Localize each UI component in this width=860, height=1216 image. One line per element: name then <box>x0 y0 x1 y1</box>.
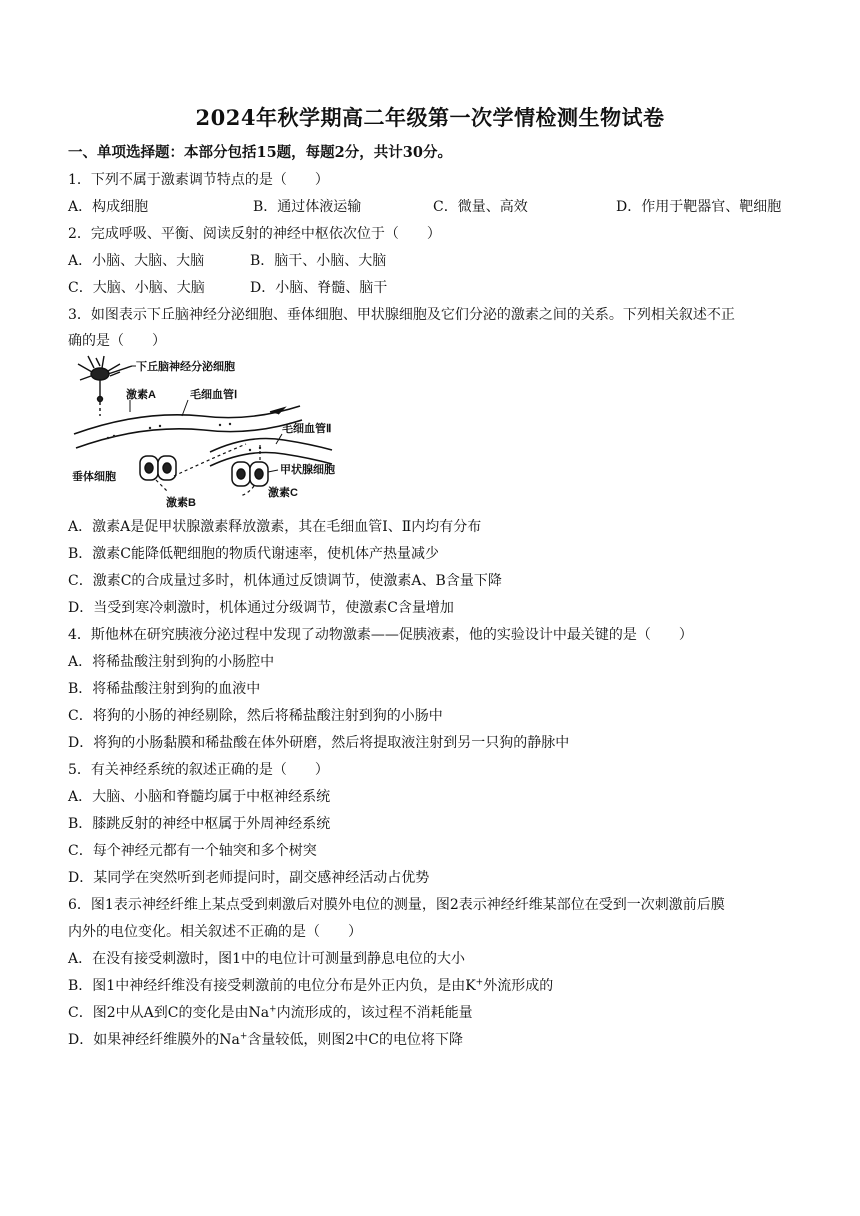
label-capillary-1: 毛细血管Ⅰ <box>190 389 238 401</box>
q2-option-d: D．小脑、脊髓、脑干 <box>250 280 388 296</box>
q5-option-c: C．每个神经元都有一个轴突和多个树突 <box>68 843 317 859</box>
q6-option-b-text-end: 外流形成的 <box>483 978 554 994</box>
q3-option-c: C．激素C的合成量过多时，机体通过反馈调节，使激素A、B含量下降 <box>68 573 502 589</box>
q1-option-a: A．构成细胞 <box>68 199 149 215</box>
superscript-plus: + <box>239 1031 248 1042</box>
q2-option-c: C．大脑、小脑、大脑 <box>68 280 205 296</box>
q6-stem-line1: 6．图1表示神经纤维上某点受到刺激后对膜外电位的测量，图2表示神经纤维某部位在受到一次刺激前后膜 <box>68 897 725 913</box>
q2-stem: 2．完成呼吸、平衡、阅读反射的神经中枢依次位于（ ） <box>68 226 441 242</box>
superscript-plus: + <box>269 1004 277 1015</box>
q2-option-b: B．脑干、小脑、大脑 <box>250 253 387 269</box>
thyroid-cells <box>232 462 268 486</box>
q5-stem: 5．有关神经系统的叙述正确的是（ ） <box>68 762 329 778</box>
q6-stem-line2: 内外的电位变化。相关叙述不正确的是（ ） <box>68 924 362 940</box>
q1-option-b: B．通过体液运输 <box>253 199 362 215</box>
section-heading: 一、单项选择题：本部分包括15题，每题2分，共计30分。 <box>68 144 452 161</box>
q2-options-row2 <box>68 278 387 298</box>
q5-option-b: B．膝跳反射的神经中枢属于外周神经系统 <box>68 816 331 832</box>
label-pituitary: 垂体细胞 <box>72 471 116 483</box>
q6-option-d-text: D．如果神经纤维膜外的Na <box>68 1032 240 1048</box>
q6-option-c-text-end: 内流形成的，该过程不消耗能量 <box>276 1005 473 1021</box>
q2-options-row1 <box>68 251 386 271</box>
q6-option-b <box>68 976 553 996</box>
q1-stem: 1．下列不属于激素调节特点的是（ ） <box>68 172 329 188</box>
q4-option-b: B．将稀盐酸注射到狗的血液中 <box>68 681 261 697</box>
q5-option-d: D．某同学在突然听到老师提问时，副交感神经活动占优势 <box>68 870 430 886</box>
q6-option-d <box>68 1030 463 1050</box>
hormone-regulation-diagram <box>70 352 342 510</box>
q3-option-a: A．激素A是促甲状腺激素释放激素，其在毛细血管Ⅰ、Ⅱ内均有分布 <box>68 519 482 535</box>
q3-stem-line2: 确的是（ ） <box>68 333 166 349</box>
q4-option-d: D．将狗的小肠黏膜和稀盐酸在体外研磨，然后将提取液注射到另一只狗的静脉中 <box>68 735 570 751</box>
q6-option-c-text: C．图2中从A到C的变化是由Na <box>68 1005 270 1021</box>
q4-stem: 4．斯他林在研究胰液分泌过程中发现了动物激素——促胰液素，他的实验设计中最关键的是（ ） <box>68 627 693 643</box>
q6-option-c <box>68 1003 473 1023</box>
q4-option-a: A．将稀盐酸注射到狗的小肠腔中 <box>68 654 275 670</box>
hypothalamus-neuron <box>78 356 132 416</box>
q3-stem-line1: 3．如图表示下丘脑神经分泌细胞、垂体细胞、甲状腺细胞及它们分泌的激素之间的关系。下列相关叙述不正 <box>68 307 735 323</box>
label-hormone-b: 激素B <box>166 497 196 509</box>
q6-option-a: A．在没有接受刺激时，图1中的电位计可测量到静息电位的大小 <box>68 951 466 967</box>
q6-option-d-text-end: 含量较低，则图2中C的电位将下降 <box>247 1032 463 1048</box>
q3-option-b: B．激素C能降低靶细胞的物质代谢速率，使机体产热量减少 <box>68 546 439 562</box>
q3-option-d: D．当受到寒冷刺激时，机体通过分级调节，使激素C含量增加 <box>68 600 454 616</box>
q1-options <box>68 197 798 217</box>
exam-title: 2024年秋学期高二年级第一次学情检测生物试卷 <box>195 105 665 130</box>
label-hypothalamus: 下丘脑神经分泌细胞 <box>136 361 235 373</box>
q2-option-a: A．小脑、大脑、大脑 <box>68 253 205 269</box>
q1-option-c: C．微量、高效 <box>433 199 528 215</box>
label-thyroid: 甲状腺细胞 <box>280 464 335 476</box>
capillary-i <box>74 406 302 448</box>
label-hormone-a: 激素A <box>126 389 156 401</box>
superscript-plus: + <box>475 977 484 988</box>
q6-option-b-text: B．图1中神经纤维没有接受刺激前的电位分布是外正内负，是由K <box>68 978 476 994</box>
pituitary-cells <box>140 456 176 480</box>
q1-option-d: D．作用于靶器官、靶细胞 <box>616 199 782 215</box>
q5-option-a: A．大脑、小脑和脊髓均属于中枢神经系统 <box>68 789 331 805</box>
capillary-ii <box>210 439 332 467</box>
label-hormone-c: 激素C <box>268 487 298 499</box>
label-capillary-2: 毛细血管Ⅱ <box>282 423 332 435</box>
q4-option-c: C．将狗的小肠的神经剔除，然后将稀盐酸注射到狗的小肠中 <box>68 708 443 724</box>
